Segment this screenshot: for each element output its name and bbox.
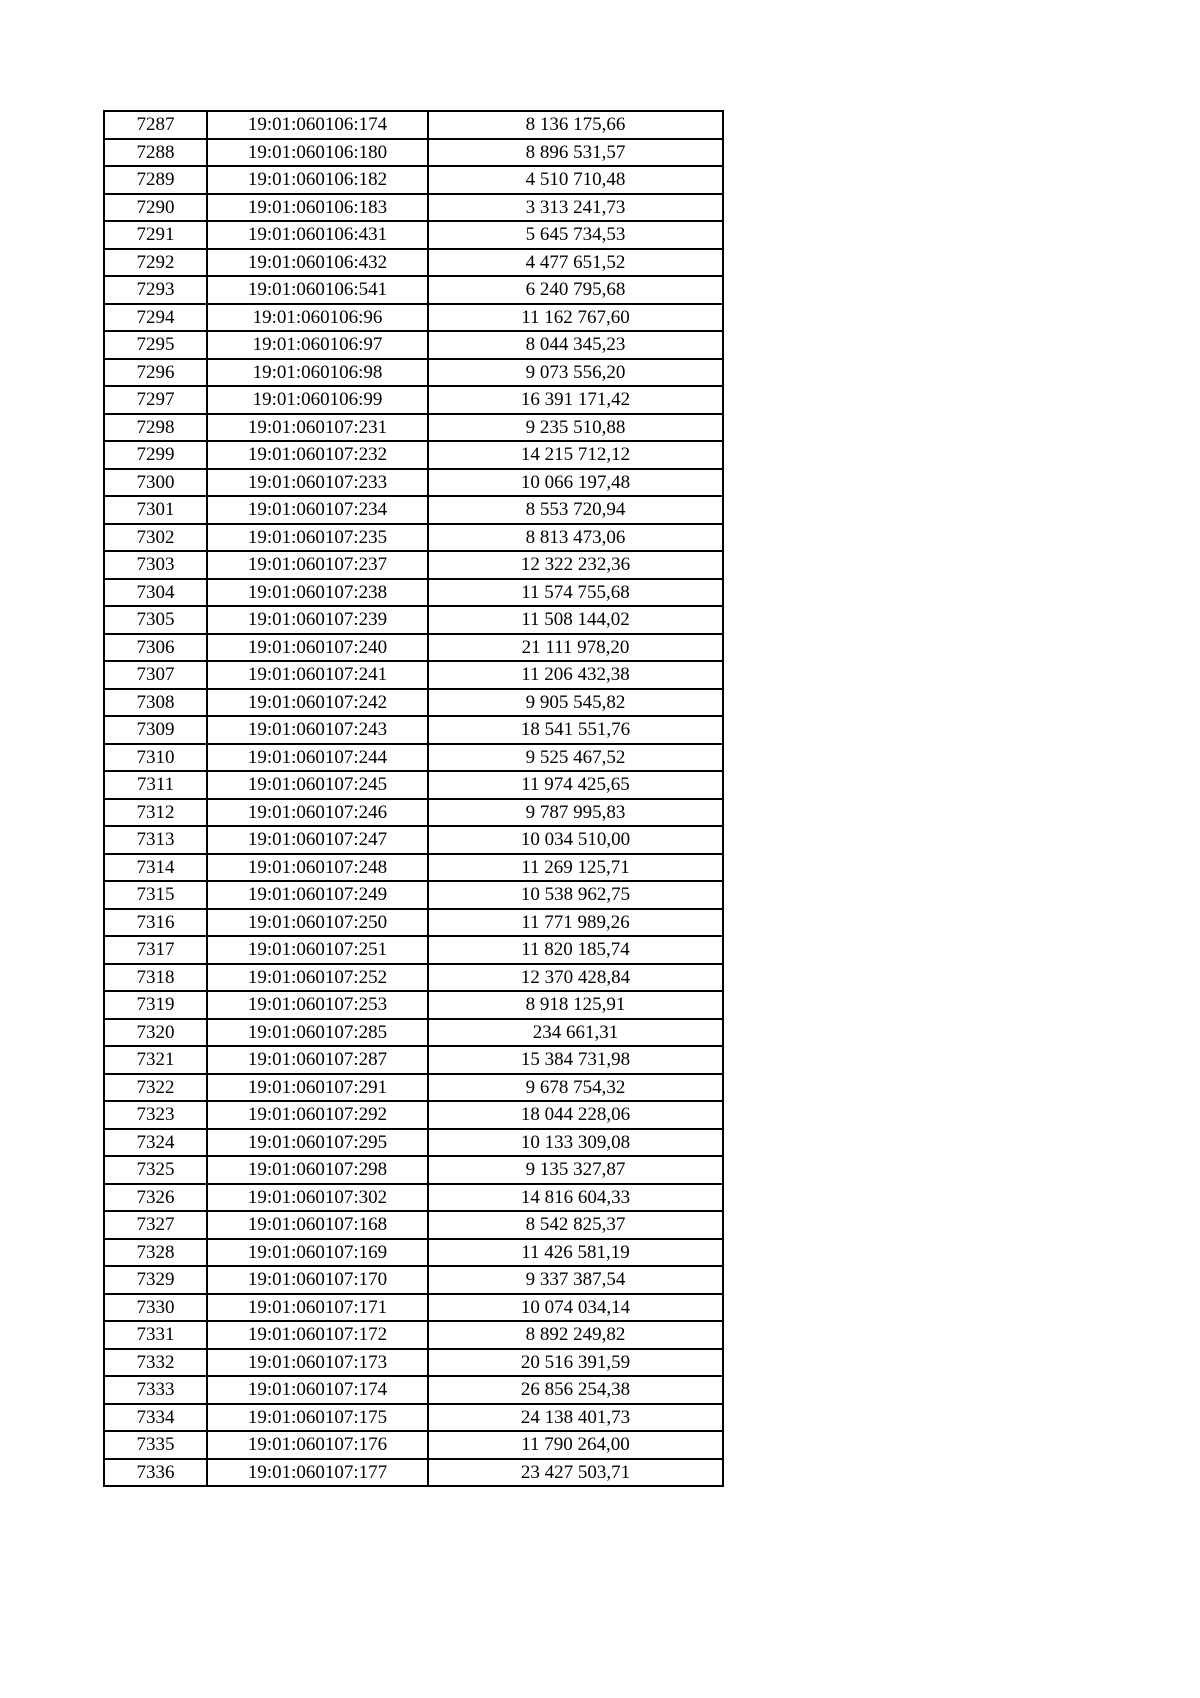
cadastral-number-cell: 19:01:060107:246 [207,799,428,827]
table-row [104,551,723,579]
row-number-cell: 7301 [104,496,207,524]
cadastral-number-cell: 19:01:060107:176 [207,1431,428,1459]
row-number-cell: 7293 [104,276,207,304]
row-number-cell: 7298 [104,414,207,442]
value-cell: 8 136 175,66 [428,111,723,139]
row-number-cell: 7292 [104,249,207,277]
cadastral-number-cell: 19:01:060106:174 [207,111,428,139]
value-cell: 24 138 401,73 [428,1404,723,1432]
row-number-cell: 7328 [104,1239,207,1267]
table-row [104,359,723,387]
value-cell: 9 073 556,20 [428,359,723,387]
row-number-cell: 7289 [104,166,207,194]
table-row [104,1074,723,1102]
table-row [104,386,723,414]
cadastral-value-table [103,110,724,1487]
table-row [104,221,723,249]
table-row [104,524,723,552]
value-cell: 26 856 254,38 [428,1376,723,1404]
cadastral-number-cell: 19:01:060107:175 [207,1404,428,1432]
value-cell: 8 542 825,37 [428,1211,723,1239]
table-row [104,881,723,909]
row-number-cell: 7319 [104,991,207,1019]
row-number-cell: 7302 [104,524,207,552]
row-number-cell: 7321 [104,1046,207,1074]
table-row [104,1239,723,1267]
value-cell: 11 162 767,60 [428,304,723,332]
value-cell: 8 896 531,57 [428,139,723,167]
table-row [104,139,723,167]
value-cell: 14 215 712,12 [428,441,723,469]
cadastral-number-cell: 19:01:060107:170 [207,1266,428,1294]
cadastral-number-cell: 19:01:060107:248 [207,854,428,882]
row-number-cell: 7325 [104,1156,207,1184]
table-row [104,1294,723,1322]
value-cell: 11 820 185,74 [428,936,723,964]
table-row [104,1266,723,1294]
value-cell: 9 787 995,83 [428,799,723,827]
value-cell: 14 816 604,33 [428,1184,723,1212]
table-row [104,1349,723,1377]
cadastral-number-cell: 19:01:060107:245 [207,771,428,799]
table-row [104,1211,723,1239]
table-row [104,331,723,359]
table-row [104,964,723,992]
row-number-cell: 7318 [104,964,207,992]
value-cell: 9 135 327,87 [428,1156,723,1184]
value-cell: 11 771 989,26 [428,909,723,937]
cadastral-number-cell: 19:01:060106:97 [207,331,428,359]
row-number-cell: 7312 [104,799,207,827]
cadastral-number-cell: 19:01:060107:251 [207,936,428,964]
table-row [104,1156,723,1184]
value-cell: 18 044 228,06 [428,1101,723,1129]
row-number-cell: 7326 [104,1184,207,1212]
cadastral-number-cell: 19:01:060107:249 [207,881,428,909]
cadastral-number-cell: 19:01:060107:291 [207,1074,428,1102]
table-body [104,111,723,1486]
row-number-cell: 7322 [104,1074,207,1102]
row-number-cell: 7307 [104,661,207,689]
cadastral-number-cell: 19:01:060107:171 [207,1294,428,1322]
table-row [104,936,723,964]
table-row [104,1101,723,1129]
cadastral-number-cell: 19:01:060107:252 [207,964,428,992]
table-row [104,854,723,882]
row-number-cell: 7315 [104,881,207,909]
row-number-cell: 7329 [104,1266,207,1294]
value-cell: 11 426 581,19 [428,1239,723,1267]
cadastral-number-cell: 19:01:060107:239 [207,606,428,634]
value-cell: 9 337 387,54 [428,1266,723,1294]
cadastral-number-cell: 19:01:060106:182 [207,166,428,194]
value-cell: 10 133 309,08 [428,1129,723,1157]
value-cell: 11 269 125,71 [428,854,723,882]
table-row [104,689,723,717]
table-row [104,744,723,772]
value-cell: 9 678 754,32 [428,1074,723,1102]
value-cell: 9 905 545,82 [428,689,723,717]
row-number-cell: 7304 [104,579,207,607]
table-row [104,249,723,277]
table-row [104,166,723,194]
cadastral-number-cell: 19:01:060107:238 [207,579,428,607]
table-row [104,799,723,827]
row-number-cell: 7288 [104,139,207,167]
row-number-cell: 7309 [104,716,207,744]
value-cell: 6 240 795,68 [428,276,723,304]
cadastral-number-cell: 19:01:060107:237 [207,551,428,579]
table-row [104,1459,723,1487]
table-row [104,1184,723,1212]
table-row [104,1404,723,1432]
cadastral-number-cell: 19:01:060107:172 [207,1321,428,1349]
table-row [104,1431,723,1459]
table-row [104,414,723,442]
value-cell: 9 235 510,88 [428,414,723,442]
table-row [104,716,723,744]
table-row [104,1019,723,1047]
row-number-cell: 7295 [104,331,207,359]
row-number-cell: 7303 [104,551,207,579]
row-number-cell: 7330 [104,1294,207,1322]
row-number-cell: 7308 [104,689,207,717]
cadastral-number-cell: 19:01:060107:253 [207,991,428,1019]
row-number-cell: 7300 [104,469,207,497]
cadastral-number-cell: 19:01:060107:285 [207,1019,428,1047]
cadastral-number-cell: 19:01:060107:240 [207,634,428,662]
table-row [104,111,723,139]
cadastral-number-cell: 19:01:060107:241 [207,661,428,689]
row-number-cell: 7310 [104,744,207,772]
row-number-cell: 7333 [104,1376,207,1404]
table-row [104,661,723,689]
row-number-cell: 7299 [104,441,207,469]
table-row [104,1321,723,1349]
cadastral-number-cell: 19:01:060107:168 [207,1211,428,1239]
table-row [104,991,723,1019]
table-row [104,909,723,937]
table-row [104,276,723,304]
cadastral-number-cell: 19:01:060107:243 [207,716,428,744]
value-cell: 23 427 503,71 [428,1459,723,1487]
row-number-cell: 7306 [104,634,207,662]
cadastral-number-cell: 19:01:060107:242 [207,689,428,717]
value-cell: 10 066 197,48 [428,469,723,497]
cadastral-number-cell: 19:01:060107:302 [207,1184,428,1212]
cadastral-number-cell: 19:01:060107:295 [207,1129,428,1157]
table-row [104,771,723,799]
table-row [104,194,723,222]
cadastral-number-cell: 19:01:060107:169 [207,1239,428,1267]
value-cell: 15 384 731,98 [428,1046,723,1074]
value-cell: 10 034 510,00 [428,826,723,854]
cadastral-number-cell: 19:01:060107:177 [207,1459,428,1487]
cadastral-number-cell: 19:01:060107:232 [207,441,428,469]
value-cell: 12 370 428,84 [428,964,723,992]
cadastral-number-cell: 19:01:060106:541 [207,276,428,304]
row-number-cell: 7317 [104,936,207,964]
row-number-cell: 7294 [104,304,207,332]
row-number-cell: 7290 [104,194,207,222]
row-number-cell: 7313 [104,826,207,854]
row-number-cell: 7335 [104,1431,207,1459]
value-cell: 11 206 432,38 [428,661,723,689]
row-number-cell: 7316 [104,909,207,937]
cadastral-number-cell: 19:01:060107:250 [207,909,428,937]
cadastral-number-cell: 19:01:060107:231 [207,414,428,442]
cadastral-number-cell: 19:01:060106:183 [207,194,428,222]
row-number-cell: 7287 [104,111,207,139]
cadastral-number-cell: 19:01:060106:98 [207,359,428,387]
row-number-cell: 7291 [104,221,207,249]
row-number-cell: 7311 [104,771,207,799]
cadastral-number-cell: 19:01:060106:180 [207,139,428,167]
value-cell: 12 322 232,36 [428,551,723,579]
table-row [104,1376,723,1404]
value-cell: 8 044 345,23 [428,331,723,359]
table-row [104,441,723,469]
row-number-cell: 7323 [104,1101,207,1129]
value-cell: 21 111 978,20 [428,634,723,662]
cadastral-number-cell: 19:01:060107:287 [207,1046,428,1074]
cadastral-number-cell: 19:01:060107:298 [207,1156,428,1184]
value-cell: 20 516 391,59 [428,1349,723,1377]
cadastral-number-cell: 19:01:060107:292 [207,1101,428,1129]
value-cell: 11 790 264,00 [428,1431,723,1459]
value-cell: 234 661,31 [428,1019,723,1047]
row-number-cell: 7296 [104,359,207,387]
table-row [104,579,723,607]
cadastral-number-cell: 19:01:060107:234 [207,496,428,524]
cadastral-number-cell: 19:01:060107:233 [207,469,428,497]
cadastral-number-cell: 19:01:060107:244 [207,744,428,772]
value-cell: 16 391 171,42 [428,386,723,414]
row-number-cell: 7327 [104,1211,207,1239]
value-cell: 5 645 734,53 [428,221,723,249]
row-number-cell: 7297 [104,386,207,414]
value-cell: 11 574 755,68 [428,579,723,607]
cadastral-number-cell: 19:01:060106:99 [207,386,428,414]
cadastral-number-cell: 19:01:060106:431 [207,221,428,249]
value-cell: 4 477 651,52 [428,249,723,277]
row-number-cell: 7314 [104,854,207,882]
table-row [104,496,723,524]
row-number-cell: 7331 [104,1321,207,1349]
table-row [104,634,723,662]
value-cell: 8 918 125,91 [428,991,723,1019]
value-cell: 3 313 241,73 [428,194,723,222]
value-cell: 10 074 034,14 [428,1294,723,1322]
value-cell: 10 538 962,75 [428,881,723,909]
table-row [104,1046,723,1074]
value-cell: 18 541 551,76 [428,716,723,744]
value-cell: 4 510 710,48 [428,166,723,194]
cadastral-number-cell: 19:01:060106:96 [207,304,428,332]
row-number-cell: 7324 [104,1129,207,1157]
cadastral-number-cell: 19:01:060106:432 [207,249,428,277]
row-number-cell: 7336 [104,1459,207,1487]
cadastral-number-cell: 19:01:060107:235 [207,524,428,552]
value-cell: 11 974 425,65 [428,771,723,799]
value-cell: 8 813 473,06 [428,524,723,552]
row-number-cell: 7334 [104,1404,207,1432]
cadastral-number-cell: 19:01:060107:173 [207,1349,428,1377]
value-cell: 8 892 249,82 [428,1321,723,1349]
table-row [104,826,723,854]
value-cell: 8 553 720,94 [428,496,723,524]
row-number-cell: 7320 [104,1019,207,1047]
row-number-cell: 7305 [104,606,207,634]
value-cell: 11 508 144,02 [428,606,723,634]
table-row [104,304,723,332]
row-number-cell: 7332 [104,1349,207,1377]
table-row [104,1129,723,1157]
cadastral-number-cell: 19:01:060107:174 [207,1376,428,1404]
table-row [104,606,723,634]
cadastral-number-cell: 19:01:060107:247 [207,826,428,854]
value-cell: 9 525 467,52 [428,744,723,772]
table-row [104,469,723,497]
